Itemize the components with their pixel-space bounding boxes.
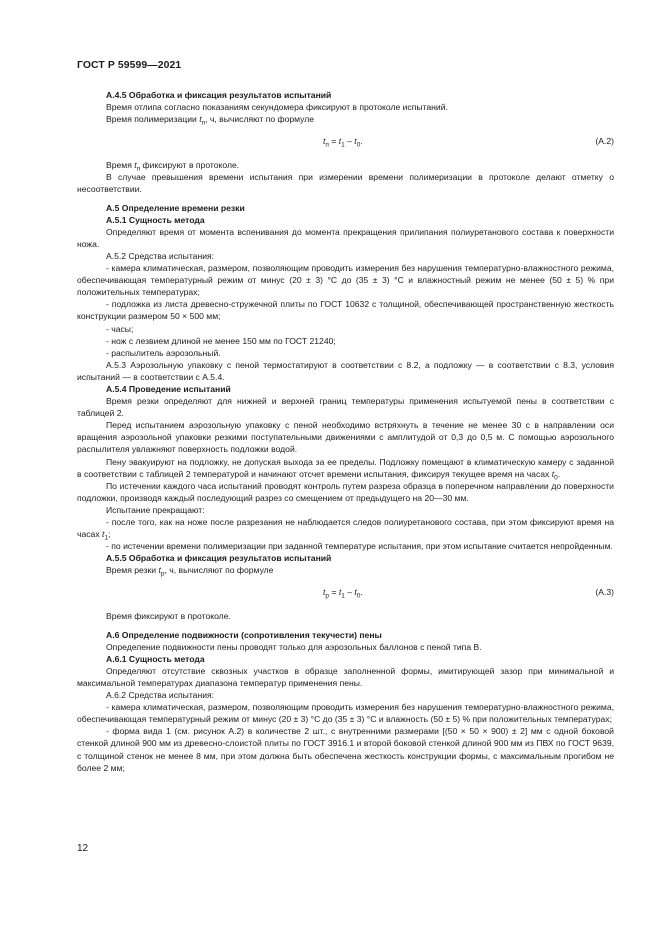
- paragraph: А.6.2 Средства испытания:: [106, 690, 215, 701]
- paragraph: Время резки определяют для нижней и верхней границ температуры применения испытуемой пены в соответствии с таблицей 2.: [77, 396, 614, 419]
- paragraph: Время резки $t_р$, ч, вычисляют по формуле: [106, 565, 274, 579]
- paragraph: - часы;: [106, 323, 134, 334]
- formula-number: (А.2): [595, 136, 614, 147]
- formula: [77, 585, 614, 600]
- formula-expression: $t_п = t_1 - t_0$.: [323, 136, 363, 149]
- paragraph: - после того, как на ноже после разрезания не наблюдается следов полиуретанового состава, при этом фиксируют время на часах $t_1$;: [77, 517, 614, 542]
- section-heading: А.5 Определение времени резки: [106, 202, 245, 213]
- paragraph: По истечении каждого часа испытаний проводят контроль путем разреза образца в поперечном направлении до поверхности подложки, производя каждый последующий разрез со смещением от предыдущего на 20—30 мм.: [77, 480, 614, 503]
- paragraph: - нож с лезвием длиной не менее 150 мм по ГОСТ 21240;: [106, 335, 336, 346]
- paragraph: Время $t_п$ фиксируют в протоколе.: [106, 160, 240, 173]
- paragraph: - распылитель аэрозольный.: [106, 347, 221, 358]
- section-heading: А.5.4 Проведение испытаний: [106, 383, 231, 394]
- paragraph: Время полимеризации $t_п$, ч, вычисляют по формуле: [106, 114, 315, 127]
- formula-expression: $t_р = t_1 - t_0$.: [323, 587, 363, 601]
- paragraph: А.5.3 Аэрозольную упаковку с пеной термостатируют в соответствии с 8.2, а подложку — в соответствии с 8.3, условия испытаний — в соответствии с А.5.4.: [77, 359, 614, 382]
- paragraph: - подложка из листа древесно-стружечной плиты по ГОСТ 10632 с толщиной, обеспечивающей пространственную жесткость конструкции размером 50 × 500 мм;: [77, 299, 614, 322]
- formula: [77, 134, 614, 149]
- paragraph: А.5.2 Средства испытания:: [106, 250, 215, 261]
- paragraph: Определение подвижности пены проводят только для аэрозольных баллонов с пеной типа В.: [106, 641, 482, 652]
- section-heading: А.6 Определение подвижности (сопротивления текучести) пены: [106, 629, 382, 640]
- paragraph: Определяют время от момента вспенивания до момента прекращения прилипания полиуретанового состава к поверхности ножа.: [77, 226, 614, 249]
- document-body: [77, 89, 614, 774]
- paragraph: - форма вида 1 (см. рисунок А.2) в количестве 2 шт., с внутренними размерами [(50 × 50 × 900) ± 2] мм с одной боковой стенкой длиной 900 мм из древесно-слоистой плиты по ГОСТ 3916.1 и второй боковой стенкой длиной 900 мм из ПВХ по ГОСТ 9639, с толщиной стенок не менее 8 мм, при этом должна быть обеспечена жесткость конструкции формы, с максимальным прогибом не более 2 мм;: [77, 726, 614, 773]
- section-heading: А.5.5 Обработка и фиксация результатов испытаний: [106, 553, 332, 564]
- paragraph: - по истечении времени полимеризации при заданной температуре испытания, при этом испытание считается непройденным.: [106, 541, 613, 552]
- paragraph: Определяют отсутствие сквозных участков в образце заполненной формы, имитирующей зазор при минимальной и максимальной температурах диапазона температур применения пены.: [77, 665, 614, 688]
- paragraph: Время фиксируют в протоколе.: [106, 611, 231, 622]
- page-number: 12: [77, 843, 89, 854]
- section-heading: А.5.1 Сущность метода: [106, 214, 205, 225]
- paragraph: - камера климатическая, размером, позволяющим проводить измерения без нарушения температурно-влажностного режима, обеспечивающая температурный режим от минус (20 ± 3) °С до (35 ± 3) °С и влажностный режим не менее (50 ± 5) % при положительных температурах;: [77, 263, 614, 298]
- document-header: ГОСТ Р 59599—2021: [77, 60, 182, 71]
- paragraph: Испытание прекращают:: [106, 504, 205, 515]
- formula-number: (А.3): [595, 587, 614, 598]
- section-heading: А.6.1 Сущность метода: [106, 653, 205, 664]
- paragraph: Время отлипа согласно показаниям секундомера фиксируют в протоколе испытаний.: [106, 102, 448, 113]
- section-heading: А.4.5 Обработка и фиксация результатов испытаний: [106, 90, 332, 100]
- paragraph: Пену эвакуируют на подложку, не допуская выхода за ее пределы. Подложку помещают в климатическую камеру с заданной в соответствии с таблицей 2 температурой и начинают отсчет времени испытания, фиксируя текущее время на часах $t_0$.: [77, 456, 614, 482]
- paragraph: Перед испытанием аэрозольную упаковку с пеной необходимо встряхнуть в течение не менее 30 с в направлении оси вращения аэрозольной упаковки резкими поступательными движениями с амплитудой от 0,3 до 0,5 м. С помощью аэрозольного распылителя увлажняют поверхность подложки водой.: [77, 420, 614, 455]
- paragraph: - камера климатическая, размером, позволяющим проводить измерения без нарушения температурно-влажностного режима, обеспечивающая температурный режим от минус (20 ± 3) °С до (35 ± 3) °С и влажность (50 ± 5) % при положительных температурах;: [77, 702, 614, 725]
- paragraph: В случае превышения времени испытания при измерении времени полимеризации в протоколе делают отметку о несоответствии.: [77, 172, 614, 195]
